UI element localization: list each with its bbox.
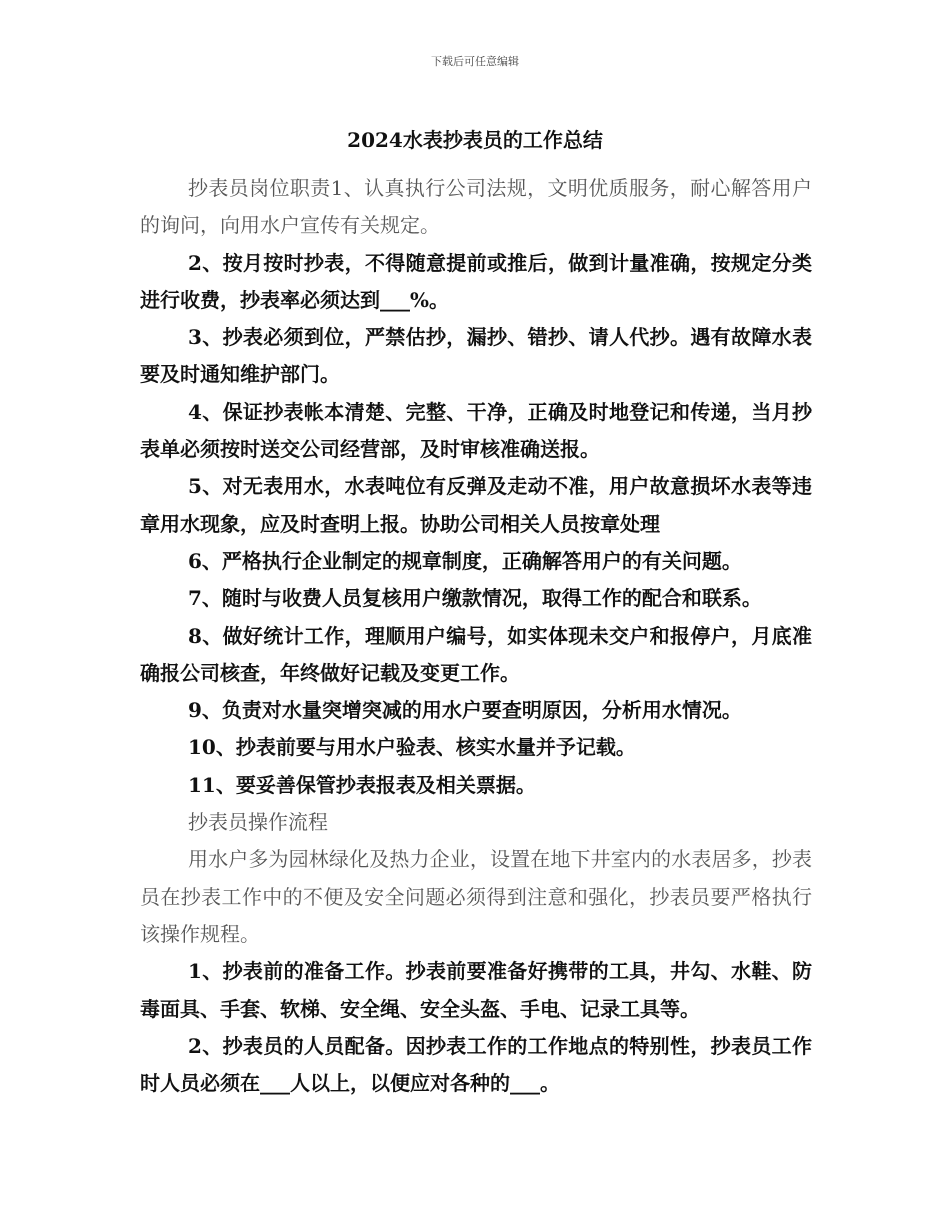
paragraph-procedure-intro: 用水户多为园林绿化及热力企业，设置在地下井室内的水表居多，抄表员在抄表工作中的不便及安全问题必须得到注意和强化，抄表员要严格执行该操作规程。: [140, 847, 812, 946]
paragraph-procedure-2: 2、抄表员的人员配备。因抄表工作的工作地点的特别性，抄表员工作时人员必须在___人以上，以便应对各种的___。: [140, 1033, 812, 1096]
page-header: 下载后可任意编辑: [431, 55, 519, 68]
paragraph-procedure-1: 1、抄表前的准备工作。抄表前要准备好携带的工具，井勾、水鞋、防毒面具、手套、软梯、安全绳、安全头盔、手电、记录工具等。: [140, 959, 812, 1021]
section-heading-procedure: 抄表员操作流程: [188, 810, 328, 835]
paragraph-duty-8: 8、做好统计工作，理顺用户编号，如实体现未交户和报停户，月底准确报公司核查，年终做好记载及变更工作。: [140, 623, 812, 685]
paragraph-duty-10: 10、抄表前要与用水户验表、核实水量并予记载。: [188, 735, 636, 760]
document-title: 2024水表抄表员的工作总结: [347, 128, 603, 152]
paragraph-duty-7: 7、随时与收费人员复核用户缴款情况，取得工作的配合和联系。: [188, 586, 762, 611]
paragraph-duties-intro: 抄表员岗位职责1、认真执行公司法规，文明优质服务，耐心解答用户的询问，向用水户宣传有关规定。: [140, 176, 812, 238]
paragraph-duty-3: 3、抄表必须到位，严禁估抄，漏抄、错抄、请人代抄。遇有故障水表要及时通知维护部门。: [140, 325, 812, 387]
paragraph-duty-6: 6、严格执行企业制定的规章制度，正确解答用户的有关问题。: [188, 548, 742, 573]
paragraph-duty-11: 11、要妥善保管抄表报表及相关票据。: [188, 772, 536, 797]
paragraph-duty-2: 2、按月按时抄表，不得随意提前或推后，做到计量准确，按规定分类进行收费，抄表率必须达到___%。: [140, 250, 812, 312]
paragraph-duty-5: 5、对无表用水，水表吨位有反弹及走动不准，用户故意损坏水表等违章用水现象，应及时查明上报。协助公司相关人员按章处理: [140, 474, 812, 536]
paragraph-duty-4: 4、保证抄表帐本清楚、完整、干净，正确及时地登记和传递，当月抄表单必须按时送交公司经营部，及时审核准确送报。: [140, 399, 812, 462]
paragraph-duty-9: 9、负责对水量突增突减的用水户要查明原因，分析用水情况。: [188, 698, 742, 723]
document-body: [140, 170, 812, 1102]
